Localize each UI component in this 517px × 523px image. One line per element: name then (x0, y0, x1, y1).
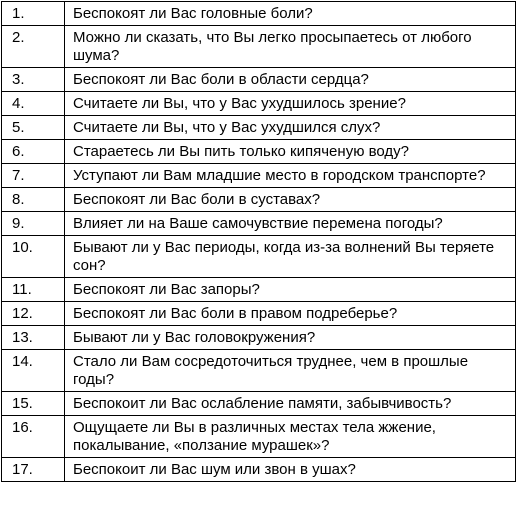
question-number: 2. (2, 26, 65, 68)
question-number: 10. (2, 236, 65, 278)
question-text: Можно ли сказать, что Вы легко просыпаетесь от любого шума? (65, 26, 516, 68)
table-row (2, 416, 516, 458)
table-row (2, 212, 516, 236)
question-text: Стало ли Вам сосредоточиться труднее, чем в прошлые годы? (65, 350, 516, 392)
question-number: 6. (2, 140, 65, 164)
question-number: 3. (2, 68, 65, 92)
table-row (2, 68, 516, 92)
table-row (2, 236, 516, 278)
question-number: 11. (2, 278, 65, 302)
table-row (2, 302, 516, 326)
table-row (2, 278, 516, 302)
question-number: 15. (2, 392, 65, 416)
question-number: 17. (2, 458, 65, 482)
table-row (2, 392, 516, 416)
question-text: Ощущаете ли Вы в различных местах тела жжение, покалывание, «ползание мурашек»? (65, 416, 516, 458)
question-text: Стараетесь ли Вы пить только кипяченую воду? (65, 140, 516, 164)
table-row (2, 116, 516, 140)
question-text: Считаете ли Вы, что у Вас ухудшился слух? (65, 116, 516, 140)
question-number: 16. (2, 416, 65, 458)
table-row (2, 350, 516, 392)
table-row (2, 140, 516, 164)
table-row (2, 188, 516, 212)
table-row (2, 92, 516, 116)
question-text: Беспокоят ли Вас запоры? (65, 278, 516, 302)
question-text: Бывают ли у Вас периоды, когда из-за волнений Вы теряете сон? (65, 236, 516, 278)
question-text: Бывают ли у Вас головокружения? (65, 326, 516, 350)
question-number: 9. (2, 212, 65, 236)
question-text: Считаете ли Вы, что у Вас ухудшилось зрение? (65, 92, 516, 116)
question-text: Беспокоят ли Вас боли в области сердца? (65, 68, 516, 92)
question-number: 5. (2, 116, 65, 140)
question-text: Беспокоит ли Вас шум или звон в ушах? (65, 458, 516, 482)
question-number: 14. (2, 350, 65, 392)
question-text: Беспокоят ли Вас боли в правом подреберье? (65, 302, 516, 326)
question-text: Влияет ли на Ваше самочувствие перемена погоды? (65, 212, 516, 236)
question-text: Беспокоит ли Вас ослабление памяти, забывчивость? (65, 392, 516, 416)
questionnaire-table (1, 1, 516, 482)
question-number: 8. (2, 188, 65, 212)
question-text: Уступают ли Вам младшие место в городском транспорте? (65, 164, 516, 188)
table-row (2, 2, 516, 26)
question-number: 7. (2, 164, 65, 188)
table-row (2, 26, 516, 68)
table-row (2, 164, 516, 188)
question-number: 13. (2, 326, 65, 350)
question-number: 12. (2, 302, 65, 326)
question-number: 1. (2, 2, 65, 26)
table-row (2, 326, 516, 350)
question-text: Беспокоят ли Вас головные боли? (65, 2, 516, 26)
question-text: Беспокоят ли Вас боли в суставах? (65, 188, 516, 212)
table-row (2, 458, 516, 482)
question-number: 4. (2, 92, 65, 116)
